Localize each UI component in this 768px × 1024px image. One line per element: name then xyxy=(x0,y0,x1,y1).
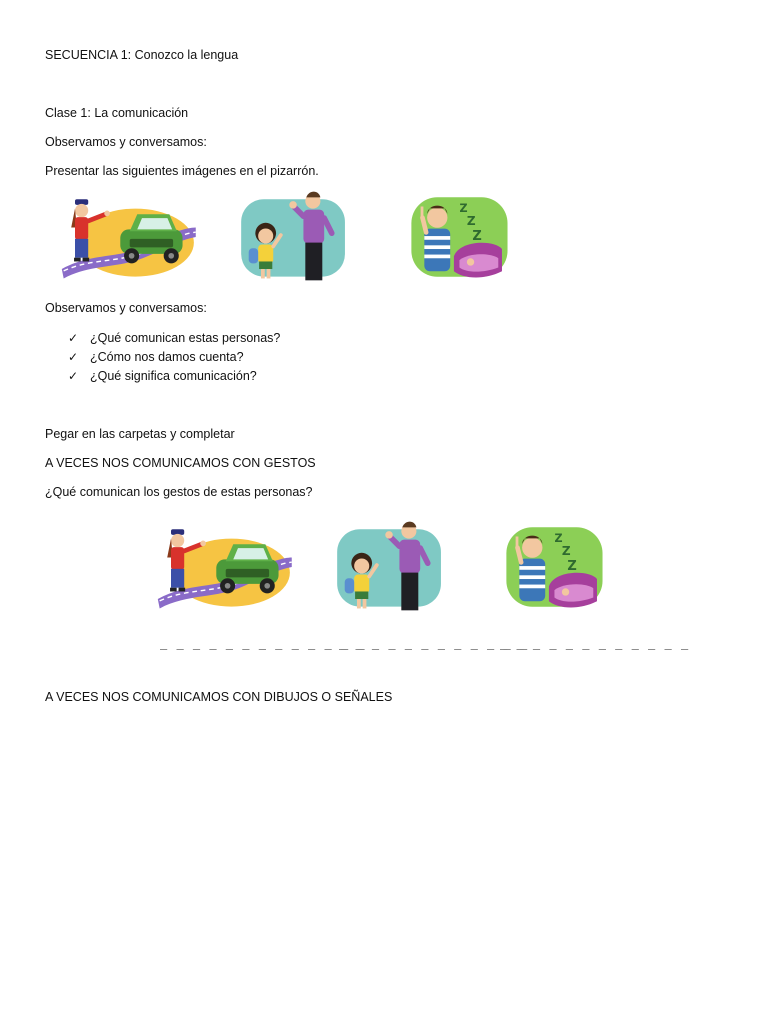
section-heading: SECUENCIA 1: Conozco la lengua xyxy=(45,48,239,62)
man-shushing-baby-illustration xyxy=(405,188,525,286)
answer-blank[interactable]: _ _ _ _ _ _ _ _ _ _ _ _ xyxy=(339,636,529,650)
gestures-heading: A VECES NOS COMUNICAMOS CON GESTOS xyxy=(45,456,316,470)
question-item: ✓ ¿Qué comunican estas personas? xyxy=(68,329,280,348)
question-list xyxy=(68,329,280,386)
girl-and-man-greeting-illustration xyxy=(234,186,354,286)
question-item: ✓ ¿Qué significa comunicación? xyxy=(68,367,280,386)
checkmark-icon: ✓ xyxy=(68,331,79,345)
checkmark-icon: ✓ xyxy=(68,369,79,383)
drawings-heading: A VECES NOS COMUNICAMOS CON DIBUJOS O SEÑALES xyxy=(45,690,393,704)
answer-blank[interactable]: _ _ _ _ _ _ _ _ _ _ _ _ xyxy=(500,636,690,650)
paste-instruction: Pegar en las carpetas y completar xyxy=(45,427,235,441)
traffic-police-illustration xyxy=(146,516,296,616)
man-shushing-baby-illustration xyxy=(500,518,620,616)
class-title: Clase 1: La comunicación xyxy=(45,106,189,120)
instruction-text: Presentar las siguientes imágenes en el pizarrón. xyxy=(45,164,319,178)
checkmark-icon: ✓ xyxy=(68,350,79,364)
traffic-police-illustration xyxy=(50,186,200,286)
observe-label-2: Observamos y conversamos: xyxy=(45,301,207,315)
girl-and-man-greeting-illustration xyxy=(330,516,450,616)
observe-label: Observamos y conversamos: xyxy=(45,135,207,149)
gestures-question: ¿Qué comunican los gestos de estas personas? xyxy=(45,485,313,499)
answer-blank[interactable]: _ _ _ _ _ _ _ _ _ _ _ _ _ xyxy=(160,636,366,650)
question-item: ✓ ¿Cómo nos damos cuenta? xyxy=(68,348,280,367)
